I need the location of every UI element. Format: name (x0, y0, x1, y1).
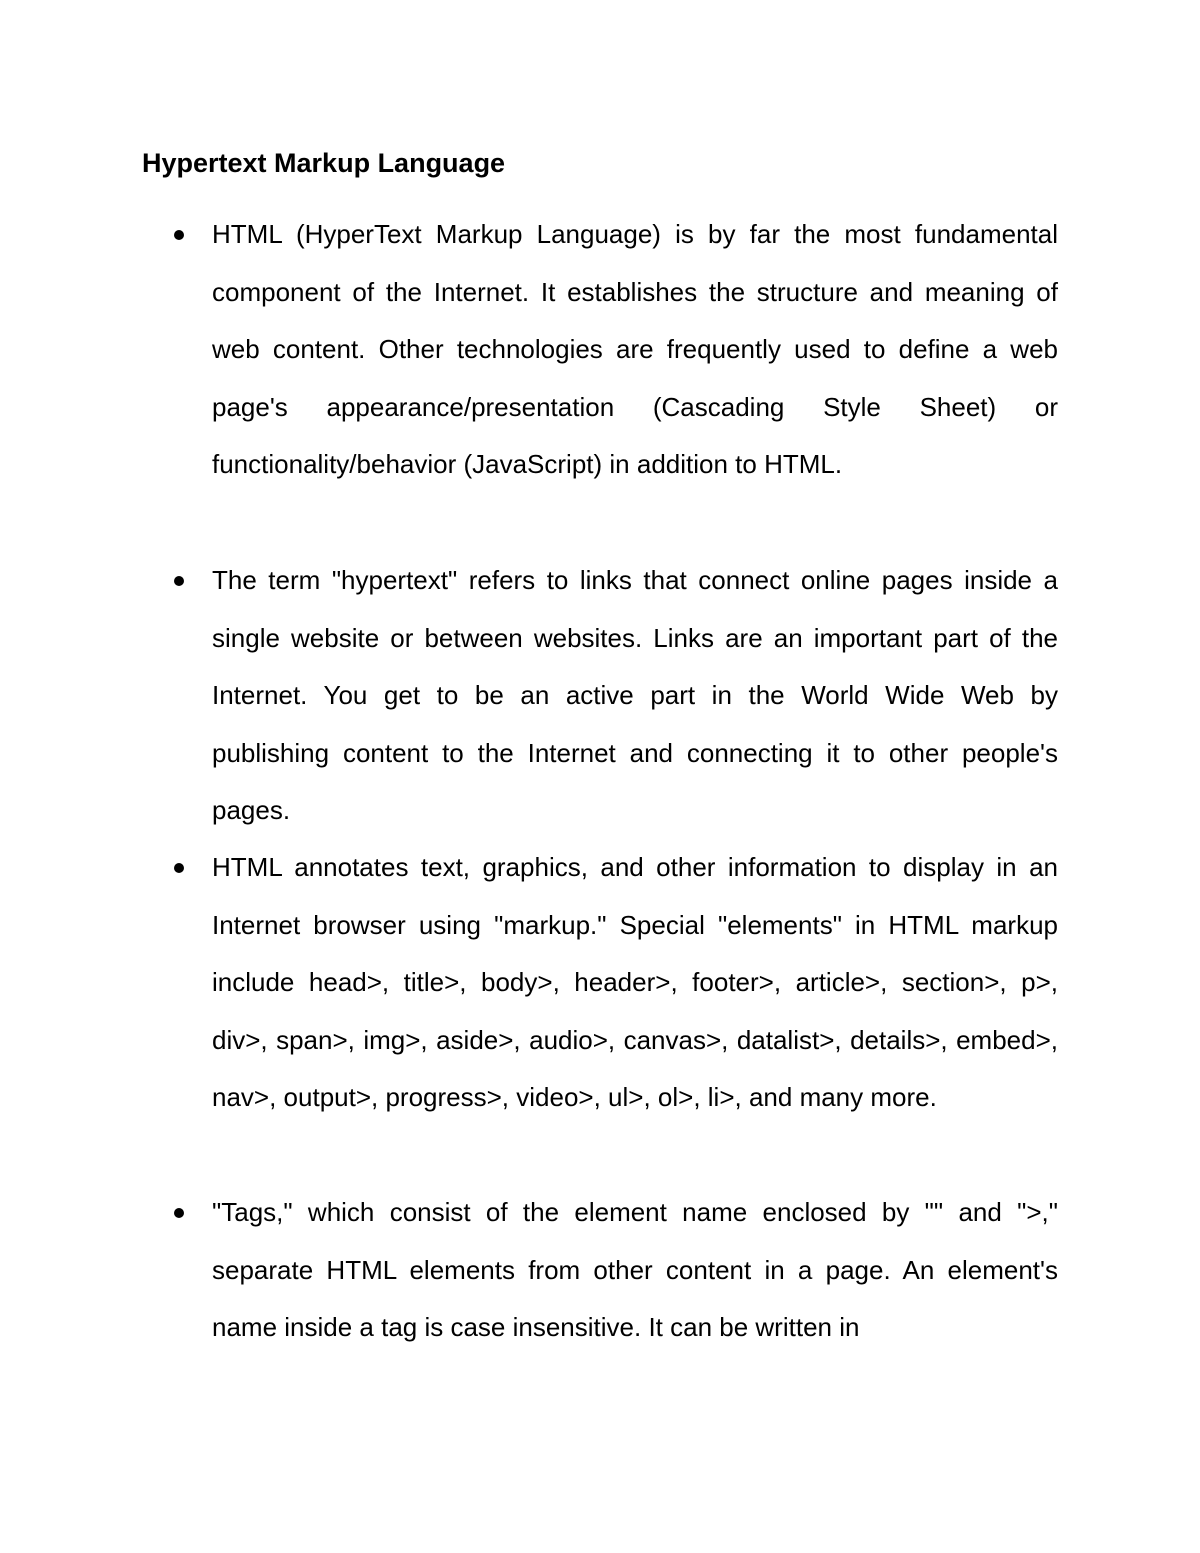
bullet-text: HTML (HyperText Markup Language) is by far the most fundamental component of the Internet. It establishes the structure and meaning of web content. Other technologies are frequently used to define a web page's appearance/presentation (Cascading Style Sheet) or functionality/behavior (JavaScript) in addition to HTML. (212, 219, 1058, 480)
bullet-icon (174, 230, 184, 240)
bullet-text: "Tags," which consist of the element name enclosed by "" and ">," separate HTML elements from other content in a page. An element's name inside a tag is case insensitive. It can be written in (212, 1197, 1058, 1343)
bullet-icon (174, 576, 184, 586)
document-title: Hypertext Markup Language (142, 148, 506, 178)
bullet-icon (174, 863, 184, 873)
bullet-text: HTML annotates text, graphics, and other information to display in an Internet browser using "markup." Special "elements" in HTML markup include head>, title>, body>, header>, footer>, article>, section>, p>, div>, span>, img>, aside>, audio>, canvas>, datalist>, details>, embed>, nav>, output>, progress>, video>, ul>, ol>, li>, and many more. (212, 852, 1058, 1113)
bullet-text: The term "hypertext" refers to links that connect online pages inside a single website or between websites. Links are an important part of the Internet. You get to be an active part in the World Wide Web by publishing content to the Internet and connecting it to other people's pages. (212, 565, 1058, 826)
bullet-icon (174, 1208, 184, 1218)
